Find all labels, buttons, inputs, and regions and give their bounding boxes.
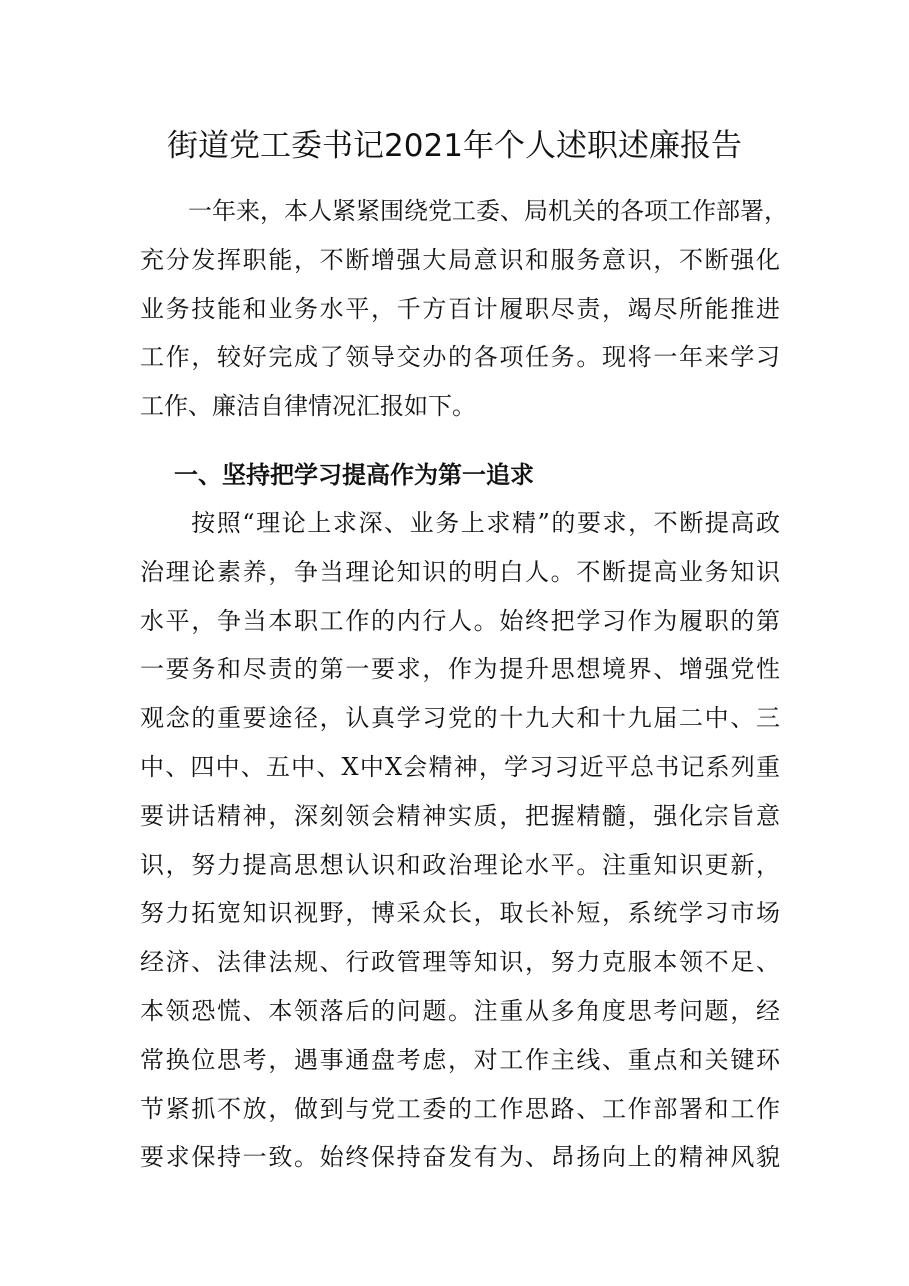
paragraph-line: 中、四中、五中、X中X会精神，学习习近平总书记系列重 xyxy=(140,752,780,781)
paragraph-line: 一要务和尽责的第一要求，作为提升思想境界、增强党性 xyxy=(140,655,780,684)
paragraph-line: 业务技能和业务水平，千方百计履职尽责，竭尽所能推进 xyxy=(140,294,780,323)
paragraph-line: 努力拓宽知识视野，博采众长，取长补短，系统学习市场 xyxy=(140,899,780,928)
paragraph-line: 观念的重要途径，认真学习党的十九大和十九届二中、三 xyxy=(140,704,780,733)
paragraph-line: 经济、法律法规、行政管理等知识，努力克服本领不足、 xyxy=(140,948,780,977)
paragraph-line: 节紧抓不放，做到与党工委的工作思路、工作部署和工作 xyxy=(140,1094,780,1123)
paragraph-line: 一年来，本人紧紧围绕党工委、局机关的各项工作部署， xyxy=(140,197,788,225)
paragraph-line: 工作、廉洁自律情况汇报如下。 xyxy=(140,392,476,421)
document-title: 街道党工委书记2021年个人述职述廉报告 xyxy=(167,128,742,164)
paragraph-line: 工作，较好完成了领导交办的各项任务。现将一年来学习 xyxy=(140,343,780,372)
section-heading: 一、坚持把学习提高作为第一追求 xyxy=(174,461,534,489)
paragraph-line: 识，努力提高思想认识和政治理论水平。注重知识更新， xyxy=(140,850,780,879)
paragraph-line: 按照“理论上求深、业务上求精”的要求，不断提高政 xyxy=(140,509,780,537)
paragraph-line: 要讲话精神，深刻领会精神实质，把握精髓，强化宗旨意 xyxy=(140,801,780,830)
paragraph-line: 水平，争当本职工作的内行人。始终把学习作为履职的第 xyxy=(140,606,780,635)
intro-paragraph xyxy=(140,187,788,431)
paragraph-line: 本领恐慌、本领落后的问题。注重从多角度思考问题，经 xyxy=(140,996,780,1025)
paragraph-line: 常换位思考，遇事通盘考虑，对工作主线、重点和关键环 xyxy=(140,1045,780,1074)
paragraph-line: 要求保持一致。始终保持奋发有为、昂扬向上的精神风貌 xyxy=(140,1143,780,1172)
paragraph-line: 治理论素养，争当理论知识的明白人。不断提高业务知识 xyxy=(140,557,780,586)
paragraph-line: 充分发挥职能，不断增强大局意识和服务意识，不断强化 xyxy=(140,245,780,274)
section-paragraph xyxy=(140,499,780,1182)
